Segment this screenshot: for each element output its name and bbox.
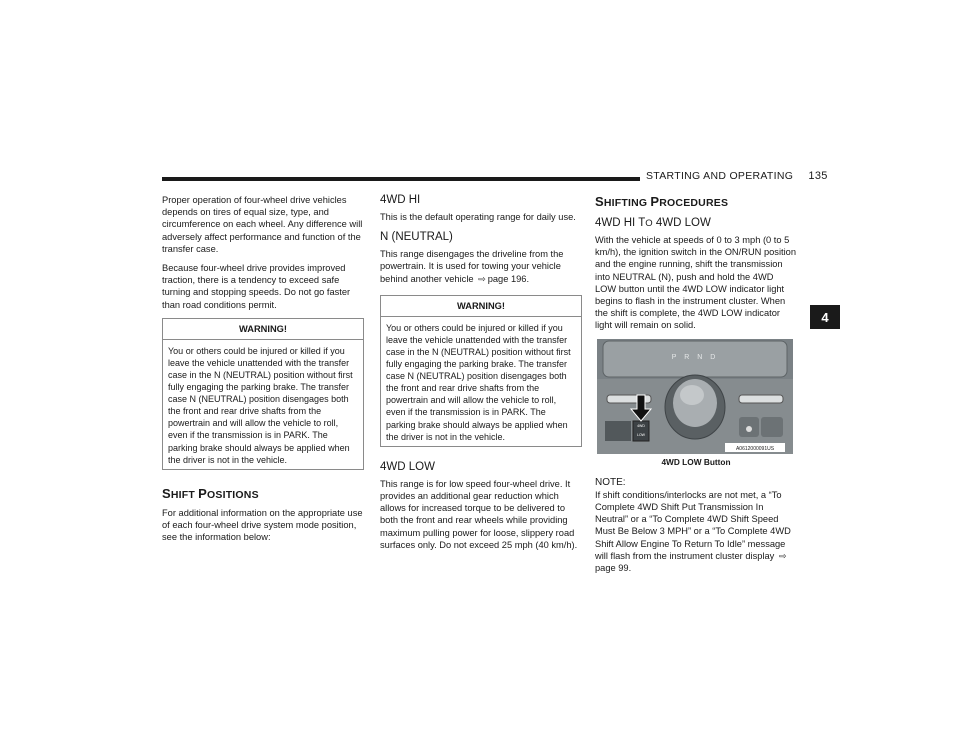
- neutral-text: This range disengages the driveline from the powertrain. It is used for towing your vehicle behind another vehicle: [380, 249, 564, 284]
- page-ref-link[interactable]: page 99.: [595, 563, 632, 574]
- subheading-part: O: [645, 218, 653, 229]
- figure-code: A0612000091US: [735, 445, 775, 452]
- section-title: STARTING AND OPERATING: [646, 170, 794, 182]
- running-header: [640, 170, 828, 182]
- subheading-part: 4WD LOW: [652, 217, 711, 229]
- page-ref-link[interactable]: page 196.: [487, 273, 530, 284]
- heading-smallcaps: HIFTING: [603, 197, 651, 209]
- paragraph-4wd-hi: This is the default operating range for daily use.: [380, 212, 576, 222]
- paragraph-tire-size: Proper operation of four-wheel drive vehicles depends on tires of equal size, type, and circumference on each wheel. Any difference will adversely affect performance and function of the transfer case.: [162, 195, 363, 254]
- heading-shifting-procedures: [595, 194, 797, 209]
- figure-4wd-low-button: [597, 339, 793, 454]
- note-body: If shift conditions/interlocks are not met, a “To Complete 4WD Shift Put Transmission In Neutral” or a “To Complete 4WD Shift Speed Must Be Below 3 MPH” or a “To Complete 4WD Shift Allow Engine To Return To Idle” message will flash from the instrument cluster display: [595, 489, 791, 561]
- heading-smallcaps: HIFT: [170, 488, 199, 501]
- warning-text: You or others could be injured or killed if you leave the vehicle unattended with the transfer case in the N (NEUTRAL) position without first fully engaging the parking brake. The transfer case N (NEUTRAL) position disengages both the front and rear drive shafts from the powertrain and will allow the vehicle to roll, even if the transmission is in PARK. The parking brake should always be applied when the driver is not in the vehicle.: [386, 322, 571, 442]
- note-text: [595, 489, 797, 574]
- heading-neutral: N (NEUTRAL): [380, 231, 453, 244]
- heading-initial: S: [162, 485, 171, 501]
- column-2: [380, 194, 582, 558]
- warning-text: You or others could be injured or killed if you leave the vehicle unattended with the transfer case in the N (NEUTRAL) position without first fully engaging the parking brake. The transfer case N (NEUTRAL) position disengages both the front and rear drive shafts from the powertrain and will allow the vehicle to roll, even if the transmission is in PARK. The parking brake should always be applied when the driver is not in the vehicle.: [168, 345, 353, 465]
- heading-initial: P: [650, 194, 660, 209]
- paragraph-neutral: [380, 248, 582, 285]
- page-ref-arrow-icon: ⇨: [478, 273, 486, 284]
- heading-4wd-hi: 4WD HI: [380, 194, 421, 206]
- subheading-hi-to-low: [595, 217, 797, 229]
- warning-title: WARNING!: [381, 296, 581, 317]
- column-1: [162, 194, 364, 550]
- heading-initial: S: [595, 194, 604, 209]
- warning-title: WARNING!: [163, 319, 363, 340]
- paragraph-shift-positions: For additional information on the appropriate use of each four-wheel drive system mode position, see the information below:: [162, 507, 363, 543]
- paragraph-procedure: With the vehicle at speeds of 0 to 3 mph (0 to 5 km/h), the ignition switch in the ON/RUN position and the engine running, shift the transmission into NEUTRAL (N), push and hold the 4WD LOW button until the 4WD LOW indicator light begins to flash in the instrument cluster. When the shift is complete, the 4WD LOW indicator light will remain on solid.: [595, 235, 796, 331]
- prnd-label: P R N D: [671, 353, 719, 361]
- heading-smallcaps: OSITIONS: [207, 488, 259, 501]
- column-3: [595, 194, 797, 581]
- page-ref-arrow-icon: ⇨: [778, 550, 787, 561]
- paragraph-traction: Because four-wheel drive provides improved traction, there is a tendency to exceed safe turning and stopping speeds. Do not go faster than road conditions permit.: [162, 263, 351, 310]
- chapter-tab: 4: [810, 305, 840, 329]
- heading-shift-positions: [162, 486, 364, 501]
- page-number: 135: [808, 170, 828, 182]
- warning-box: [380, 295, 582, 447]
- console-illustration: [597, 339, 793, 454]
- heading-4wd-low: 4WD LOW: [380, 460, 435, 473]
- note-label: NOTE:: [595, 476, 626, 488]
- warning-box: [162, 318, 364, 470]
- paragraph-4wd-low: This range is for low speed four-wheel drive. It provides an additional gear reduction which allows for increased torque to be delivered to both the front and rear wheels while providing maximum pulling power for loose, slippery road surfaces only. Do not exceed 25 mph (40 km/h).: [380, 478, 578, 550]
- heading-initial: P: [198, 485, 207, 501]
- button-4wd-label: 4WD: [637, 423, 645, 428]
- subheading-part: 4WD HI T: [595, 217, 646, 229]
- button-low-label: LOW: [637, 432, 645, 437]
- figure-caption: 4WD LOW Button: [661, 456, 731, 467]
- heading-smallcaps: ROCEDURES: [659, 197, 729, 209]
